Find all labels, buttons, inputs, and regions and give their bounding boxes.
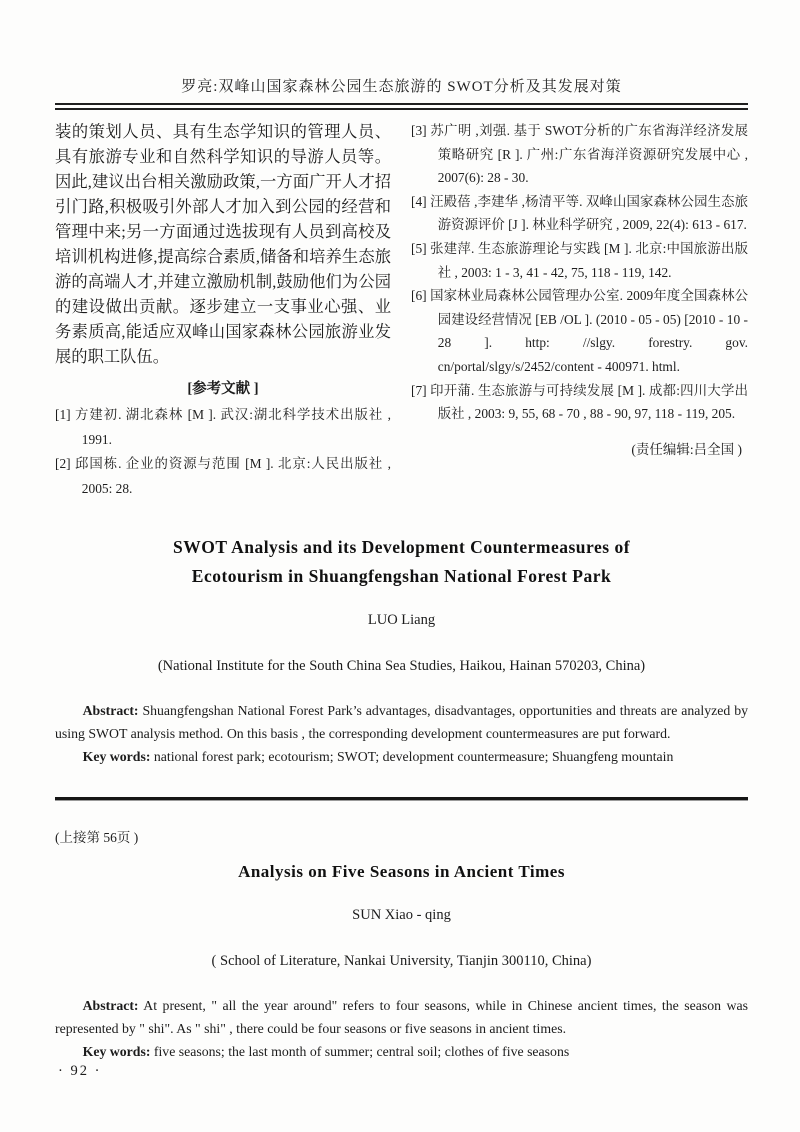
- article1-abstract-text: Shuangfengshan National Forest Park’s advantages, disadvantages, opportunities and threats are analyzed by using SWOT analysis method. On this basis , the corresponding development countermeasures are put forward.: [55, 703, 748, 741]
- article2-author: SUN Xiao - qing: [352, 907, 451, 923]
- section-divider-rule: [55, 797, 748, 801]
- article2-affiliation: ( School of Literature, Nankai University, Tianjin 300110, China): [211, 953, 592, 969]
- right-column: [411, 119, 748, 501]
- chinese-body-paragraph: 装的策划人员、具有生态学知识的管理人员、具有旅游专业和自然科学知识的导游人员等。因此,建议出台相关激励政策,一方面广开人才招引门路,积极吸引外部人才加入到公园的经营和管理中来;另一方面通过选拔现有人员到高校及培训机构进修,提高综合素质,储备和培养生态旅游的高端人才,并建立激励机制,鼓励他们为公园的建设做出贡献。逐步建立一支事业心强、业务素质高,能适应双峰山国家森林公园旅游业发展的职工队伍。: [55, 122, 391, 366]
- article2-abstract: [55, 994, 748, 1040]
- two-column-body: [55, 119, 748, 501]
- article1-english-title: [55, 533, 748, 591]
- left-column: [55, 119, 391, 501]
- reference-item-7: [7] 印开蒲. 生态旅游与可持续发展 [M ]. 成都:四川大学出版社 , 2003: 9, 55, 68 - 70 , 88 - 90, 97, 118 - 119, 205.: [411, 382, 748, 422]
- reference-item-6: [6] 国家林业局森林公园管理办公室. 2009年度全国森林公园建设经营情况 [EB /OL ]. (2010 - 05 - 05) [2010 - 10 - 28 ]. http: //slgy. forestry. gov. cn/portal/slgy/s/2452/content - 400971. html.: [411, 288, 748, 374]
- article1-abstract-label: Abstract:: [82, 703, 139, 718]
- page-number: · 92 ·: [58, 1063, 102, 1079]
- continuation-note: (上接第 56页 ): [55, 830, 139, 845]
- english-abstract-article-2: [55, 829, 748, 1063]
- article1-title-line2: Ecotourism in Shuangfengshan National Forest Park: [191, 566, 612, 586]
- article1-author: LUO Liang: [367, 612, 436, 628]
- article2-abstract-label: Abstract:: [82, 998, 139, 1013]
- english-abstract-article-1: [55, 533, 748, 768]
- article2-english-title: Analysis on Five Seasons in Ancient Times: [238, 862, 565, 881]
- article1-affiliation: (National Institute for the South China Sea Studies, Haikou, Hainan 570203, China): [157, 658, 646, 674]
- article1-keywords-text: national forest park; ecotourism; SWOT; development countermeasure; Shuangfeng mountain: [150, 749, 674, 764]
- reference-item-2: [2] 邱国栋. 企业的资源与范围 [M ]. 北京:人民出版社 , 2005: 28.: [55, 456, 391, 496]
- article1-keywords: [55, 745, 748, 768]
- reference-item-3: [3] 苏广明 ,刘强. 基于 SWOT分析的广东省海洋经济发展策略研究 [R ]. 广州:广东省海洋资源研究发展中心 , 2007(6): 28 - 30.: [411, 123, 748, 186]
- article2-keywords-text: five seasons; the last month of summer; central soil; clothes of five seasons: [150, 1044, 570, 1059]
- article2-keywords: [55, 1040, 748, 1063]
- article1-keywords-label: Key words:: [82, 749, 151, 764]
- article1-title-line1: SWOT Analysis and its Development Countermeasures of: [172, 537, 631, 557]
- references-heading: [参考文献 ]: [187, 381, 259, 397]
- header-double-rule: [55, 103, 748, 110]
- reference-item-1: [1] 方建初. 湖北森林 [M ]. 武汉:湖北科学技术出版社 , 1991.: [55, 407, 391, 447]
- article1-abstract: [55, 699, 748, 745]
- article2-abstract-text: At present, " all the year around" refers to four seasons, while in Chinese ancient times, the season was represented by " shi". As " shi" , there could be four seasons or five seasons in ancient times.: [55, 998, 748, 1036]
- running-head: 罗亮:双峰山国家森林公园生态旅游的 SWOT分析及其发展对策: [181, 79, 622, 95]
- editor-note: (责任编辑:吕全国 ): [631, 441, 742, 457]
- article2-keywords-label: Key words:: [82, 1044, 151, 1059]
- reference-item-5: [5] 张建萍. 生态旅游理论与实践 [M ]. 北京:中国旅游出版社 , 2003: 1 - 3, 41 - 42, 75, 118 - 119, 142.: [411, 240, 748, 280]
- reference-item-4: [4] 汪殿蓓 ,李建华 ,杨清平等. 双峰山国家森林公园生态旅游资源评价 [J ]. 林业科学研究 , 2009, 22(4): 613 - 617.: [411, 193, 748, 233]
